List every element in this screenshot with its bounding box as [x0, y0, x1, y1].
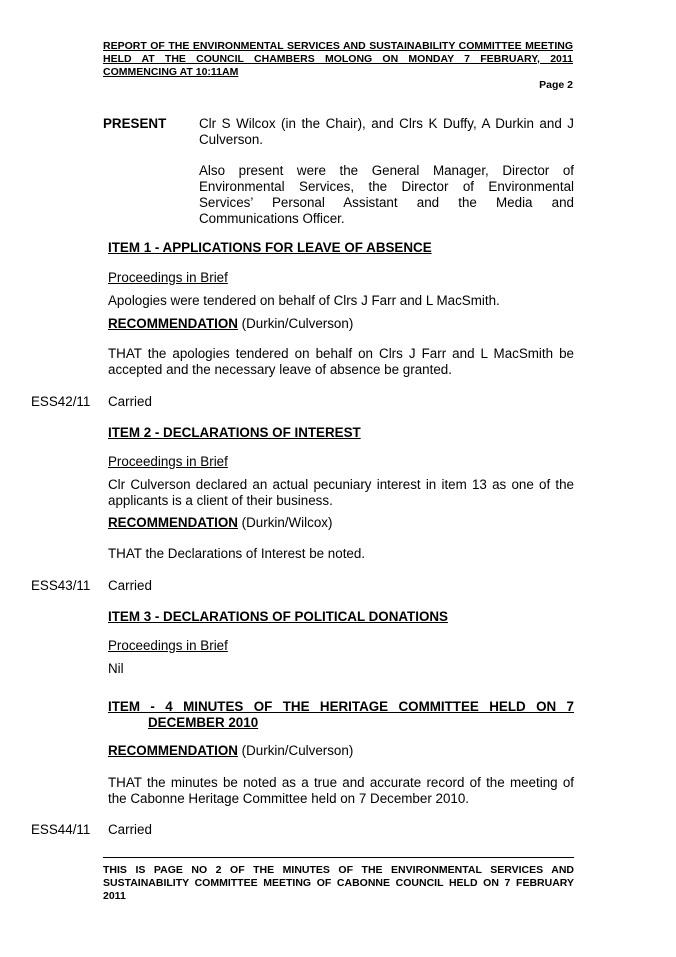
item2-result: Carried: [108, 578, 152, 593]
item2-recommendation: [108, 515, 574, 531]
present-label: PRESENT: [103, 116, 167, 131]
item4-heading-line1: ITEM - 4 MINUTES OF THE HERITAGE COMMITTEE HELD ON 7: [108, 699, 574, 714]
also-present: Also present were the General Manager, Director of Environmental Services, the Director of Environmental Services’ Personal Assistant and the Media and Communications Officer.: [199, 163, 574, 226]
item1-heading: ITEM 1 - APPLICATIONS FOR LEAVE OF ABSENCE: [108, 240, 432, 255]
item1-brief-label: Proceedings in Brief: [108, 270, 228, 285]
item4-minute-number: ESS44/11: [31, 822, 91, 837]
item1-rec-movers: (Durkin/Culverson): [237, 316, 354, 331]
item3-brief: Nil: [108, 661, 124, 676]
item1-recommendation: [108, 316, 574, 332]
item4-recommendation: [108, 743, 574, 759]
item1-minute-number: ESS42/11: [31, 394, 91, 409]
item2-minute-number: ESS43/11: [31, 578, 91, 593]
item1-brief: Apologies were tendered on behalf of Clrs J Farr and L MacSmith.: [108, 293, 500, 308]
item1-rec-label: RECOMMENDATION: [108, 316, 238, 331]
item1-result: Carried: [108, 394, 152, 409]
item1-rec-text: THAT the apologies tendered on behalf on Clrs J Farr and L MacSmith be accepted and the necessary leave of absence be granted.: [108, 346, 574, 377]
item4-heading-line2: DECEMBER 2010: [148, 715, 259, 730]
item4-rec-movers: (Durkin/Culverson): [237, 743, 354, 758]
item2-heading: ITEM 2 - DECLARATIONS OF INTEREST: [108, 425, 361, 440]
item4-rec-label: RECOMMENDATION: [108, 743, 238, 758]
report-header-title: REPORT OF THE ENVIRONMENTAL SERVICES AND SUSTAINABILITY COMMITTEE MEETING HELD AT THE COUNCIL CHAMBERS MOLONG ON MONDAY 7 FEBRUARY, 2011 COMMENCING AT 10:11AM: [103, 40, 573, 78]
footer-text: THIS IS PAGE NO 2 OF THE MINUTES OF THE ENVIRONMENTAL SERVICES AND SUSTAINABILITY COMMITTEE MEETING OF CABONNE COUNCIL HELD ON 7 FEBRUARY 2011: [103, 864, 574, 902]
item4-result: Carried: [108, 822, 152, 837]
item4-rec-text: THAT the minutes be noted as a true and accurate record of the meeting of the Cabonne Heritage Committee held on 7 December 2010.: [108, 775, 574, 806]
item3-brief-label: Proceedings in Brief: [108, 638, 228, 653]
item2-brief: Clr Culverson declared an actual pecuniary interest in item 13 as one of the applicants is a client of their business.: [108, 477, 574, 508]
footer-divider: [103, 857, 574, 858]
present-members: Clr S Wilcox (in the Chair), and Clrs K Duffy, A Durkin and J Culverson.: [199, 116, 574, 147]
page-number: Page 2: [539, 79, 573, 91]
item2-rec-movers: (Durkin/Wilcox): [237, 515, 333, 530]
item2-rec-label: RECOMMENDATION: [108, 515, 238, 530]
item2-brief-label: Proceedings in Brief: [108, 454, 228, 469]
item3-heading: ITEM 3 - DECLARATIONS OF POLITICAL DONATIONS: [108, 609, 448, 624]
item2-rec-text: THAT the Declarations of Interest be noted.: [108, 546, 366, 561]
